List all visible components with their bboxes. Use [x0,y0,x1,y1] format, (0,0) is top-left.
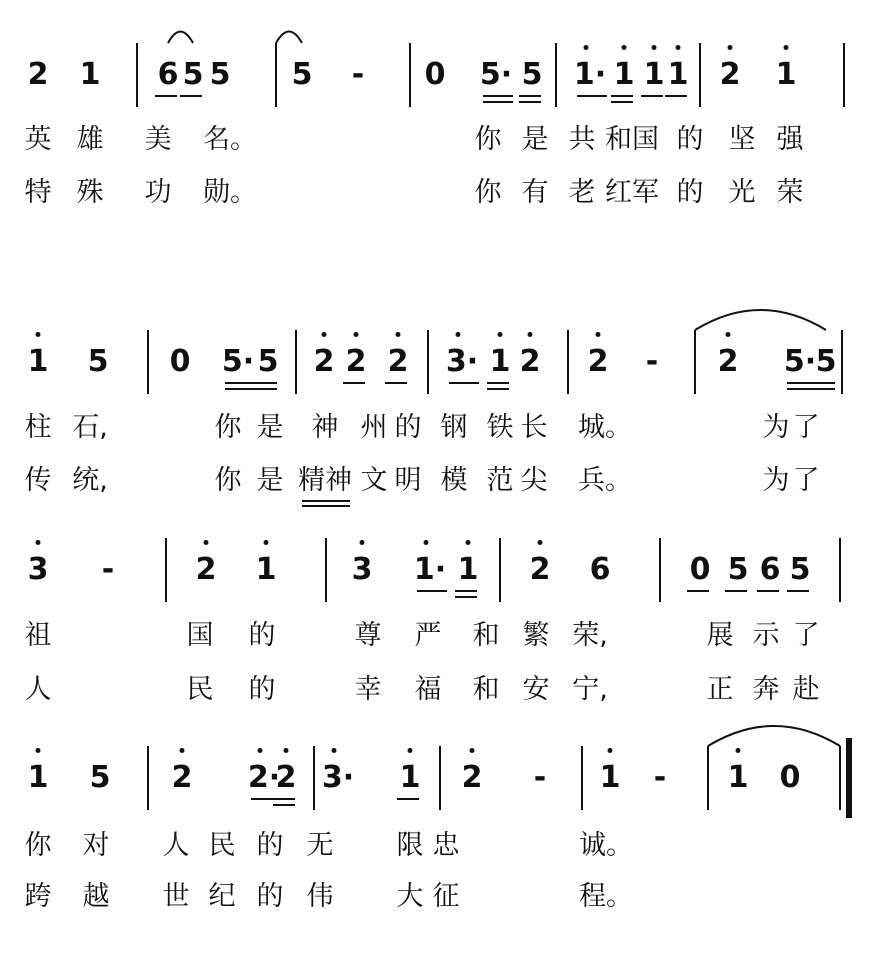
note: 3· [445,344,479,379]
lyric-syllable: 正 [706,674,734,705]
lyric-syllable: 忠 [432,830,460,861]
bar-line [325,538,327,602]
duration-underline [813,388,835,390]
note: 1 [727,760,749,795]
lyric-syllable: 民 [208,830,236,861]
note: 5 [815,344,837,379]
octave-dot [728,45,733,50]
lyric-syllable: 和 [472,620,500,651]
bar-line [707,746,709,810]
note: 2 [195,552,217,587]
lyric-syllable: 人 [162,830,190,861]
octave-dot [332,748,337,753]
octave-dot [204,540,209,545]
note: 5 [257,344,279,379]
note: 2 [345,344,367,379]
bar-line [659,538,661,602]
note: 5 [182,57,204,92]
note: 5· [479,57,513,92]
note: 6 [759,552,781,587]
note: 0 [689,552,711,587]
note: 5· [221,344,255,379]
note: 2 [519,344,541,379]
lyric-syllable: 柱 [24,412,52,443]
duration-underline [385,382,407,384]
bar-line [694,330,696,394]
octave-dot [676,45,681,50]
lyric-syllable: 老 [568,177,596,208]
duration-underline [397,798,419,800]
duration-underline [255,382,277,384]
duration-underline [641,95,663,97]
lyric-syllable: 光 [728,177,756,208]
note: 0 [779,760,801,795]
lyric-syllable: 你 [214,412,242,443]
note: 2 [387,344,409,379]
note: 2 [171,760,193,795]
duration-underline [417,590,447,592]
lyric-syllable: 的 [394,412,422,443]
bar-line [555,43,557,107]
lyric-syllable: 福 [414,674,442,705]
octave-dot [784,45,789,50]
lyric-syllable: 文 [360,465,388,496]
bar-line [295,330,297,394]
duration-underline [487,382,509,384]
lyric-syllable: 特 [24,177,52,208]
note: 5 [521,57,543,92]
lyric-syllable: 的 [248,674,276,705]
lyric-syllable: 石, [72,412,108,443]
lyric-syllable: 对 [82,830,110,861]
lyric-syllable: 示 [752,620,780,651]
lyric-syllable: 诚。 [579,830,633,861]
lyric-syllable: 你 [24,830,52,861]
note: 3 [27,552,49,587]
lyric-syllable: 的 [676,124,704,155]
note: - [351,57,365,92]
note: - [653,760,667,795]
octave-dot [36,748,41,753]
lyric-syllable: 统, [72,465,108,496]
bar-line [136,43,138,107]
lyric-syllable: 钢 [440,412,468,443]
lyric-syllable: 为 [762,465,790,496]
lyric-syllable: 了 [792,412,820,443]
lyric-syllable: 精神 [298,465,352,496]
duration-underline [757,590,779,592]
lyric-syllable: 的 [256,881,284,912]
note: - [101,552,115,587]
bar-line [839,538,841,602]
bar-line [409,43,411,107]
lyric-syllable: 尊 [354,620,382,651]
note: 1 [643,57,665,92]
duration-underline [455,596,477,598]
duration-underline [519,101,541,103]
note: 1 [775,57,797,92]
note: 5 [291,57,313,92]
lyric-syllable: 国 [186,620,214,651]
final-bar-line [846,738,852,818]
lyric-syllable: 长 [520,412,548,443]
note: 2 [719,57,741,92]
lyric-syllable: 荣 [776,177,804,208]
duration-underline [687,590,709,592]
note: 2 [717,344,739,379]
lyric-syllable: 人 [24,674,52,705]
bar-line [439,746,441,810]
note: 5 [209,57,231,92]
lyric-syllable: 繁 [522,620,550,651]
octave-dot [736,748,741,753]
duration-underline [155,95,177,97]
note: 1· [573,57,607,92]
lyric-syllable: 强 [776,124,804,155]
octave-dot [180,748,185,753]
bar-line [699,43,701,107]
lyric-syllable: 是 [256,412,284,443]
note: 2 [461,760,483,795]
note: 1 [399,760,421,795]
duration-underline [611,101,633,103]
bar-line [581,746,583,810]
lyric-syllable: 宁, [572,674,608,705]
lyric-syllable: 神 [311,412,339,443]
note: 6 [157,57,179,92]
lyric-syllable: 功 [144,177,172,208]
duration-underline [255,388,277,390]
note: 2 [27,57,49,92]
note: 3· [321,760,355,795]
bar-line [839,746,841,810]
bar-line [843,43,845,107]
lyric-syllable: 传 [24,465,52,496]
octave-dot [284,748,289,753]
lyric-syllable: 的 [676,177,704,208]
note: 2 [313,344,335,379]
lyric-syllable: 荣, [572,620,608,651]
note: 5 [727,552,749,587]
octave-dot [258,748,263,753]
lyric-syllable: 坚 [728,124,756,155]
duration-underline [813,382,835,384]
lyric-syllable: 民 [186,674,214,705]
note: 1 [255,552,277,587]
bar-line [147,746,149,810]
lyric-syllable: 和 [472,674,500,705]
lyric-syllable: 美 [144,124,172,155]
lyric-syllable: 越 [82,881,110,912]
duration-underline [787,590,809,592]
duration-underline [180,95,202,97]
lyric-syllable: 跨 [24,881,52,912]
lyric-syllable: 你 [474,124,502,155]
octave-dot [584,45,589,50]
duration-underline [273,798,295,800]
duration-underline [483,101,513,103]
duration-underline [273,804,295,806]
duration-underline [483,95,513,97]
lyric-syllable: 勋。 [203,177,257,208]
octave-dot [466,540,471,545]
octave-dot [396,332,401,337]
lyric-syllable: 红军 [605,177,659,208]
lyric-syllable: 范 [486,465,514,496]
duration-underline [665,95,687,97]
lyric-syllable: 有 [521,177,549,208]
lyric-syllable: 大 [396,881,424,912]
lyric-syllable: 纪 [208,881,236,912]
note: 1 [457,552,479,587]
lyric-syllable: 赴 [792,674,820,705]
octave-dot [264,540,269,545]
note: 1 [613,57,635,92]
lyric-syllable: 限 [396,830,424,861]
octave-dot [322,332,327,337]
note: 0 [424,57,446,92]
lyric-syllable: 雄 [76,124,104,155]
bar-line [567,330,569,394]
duration-underline [225,388,255,390]
lyric-syllable: 严 [414,620,442,651]
lyric-syllable: 幸 [354,674,382,705]
lyric-syllable: 展 [706,620,734,651]
lyric-syllable: 无 [306,830,334,861]
lyric-syllable: 铁 [486,412,514,443]
lyric-syllable: 殊 [76,177,104,208]
lyric-syllable: 你 [214,465,242,496]
bar-line [275,43,277,107]
bar-line [427,330,429,394]
duration-underline [343,382,365,384]
lyric-syllable: 安 [522,674,550,705]
lyric-syllable: 州 [360,412,388,443]
lyric-syllable: 程。 [579,881,633,912]
lyric-syllable: 模 [440,465,468,496]
note: 1 [27,344,49,379]
lyric-syllable: 为 [762,412,790,443]
octave-dot [470,748,475,753]
octave-dot [726,332,731,337]
lyric-syllable: 英 [24,124,52,155]
note: 1 [79,57,101,92]
lyric-emphasis-underline [302,500,350,502]
note: 6 [589,552,611,587]
octave-dot [456,332,461,337]
octave-dot [36,332,41,337]
duration-underline [611,95,633,97]
duration-underline [225,382,255,384]
duration-underline [519,95,541,97]
octave-dot [622,45,627,50]
octave-dot [498,332,503,337]
lyric-syllable: 是 [521,124,549,155]
duration-underline [487,388,509,390]
note: - [533,760,547,795]
note: 3 [351,552,373,587]
duration-underline [577,95,607,97]
note: - [645,344,659,379]
note: 1 [489,344,511,379]
lyric-syllable: 征 [432,881,460,912]
lyric-syllable: 名。 [203,124,257,155]
duration-underline [449,382,479,384]
octave-dot [596,332,601,337]
octave-dot [424,540,429,545]
bar-line [499,538,501,602]
note: 1· [413,552,447,587]
note: 0 [169,344,191,379]
note: 5 [89,760,111,795]
note: 2 [587,344,609,379]
lyric-syllable: 了 [792,465,820,496]
lyric-syllable: 明 [394,465,422,496]
octave-dot [652,45,657,50]
lyric-syllable: 的 [256,830,284,861]
octave-dot [408,748,413,753]
note: 5· [783,344,817,379]
note: 1 [667,57,689,92]
note: 2 [275,760,297,795]
note: 5 [789,552,811,587]
lyric-syllable: 奔 [752,674,780,705]
bar-line [841,330,843,394]
note: 1 [27,760,49,795]
lyric-syllable: 尖 [520,465,548,496]
note: 2 [529,552,551,587]
octave-dot [354,332,359,337]
lyric-syllable: 世 [162,881,190,912]
note: 1 [599,760,621,795]
duration-underline [455,590,477,592]
lyric-syllable: 兵。 [578,465,632,496]
lyric-syllable: 了 [792,620,820,651]
bar-line [313,746,315,810]
lyric-syllable: 祖 [24,620,52,651]
lyric-emphasis-underline [302,505,350,507]
duration-underline [725,590,747,592]
lyric-syllable: 是 [256,465,284,496]
note: 5 [87,344,109,379]
lyric-syllable: 伟 [306,881,334,912]
lyric-syllable: 和国 [605,124,659,155]
octave-dot [528,332,533,337]
octave-dot [608,748,613,753]
octave-dot [36,540,41,545]
lyric-syllable: 的 [248,620,276,651]
bar-line [147,330,149,394]
lyric-syllable: 城。 [578,412,632,443]
bar-line [165,538,167,602]
lyric-syllable: 共 [568,124,596,155]
lyric-syllable: 你 [474,177,502,208]
octave-dot [360,540,365,545]
note: 2· [247,760,281,795]
octave-dot [538,540,543,545]
